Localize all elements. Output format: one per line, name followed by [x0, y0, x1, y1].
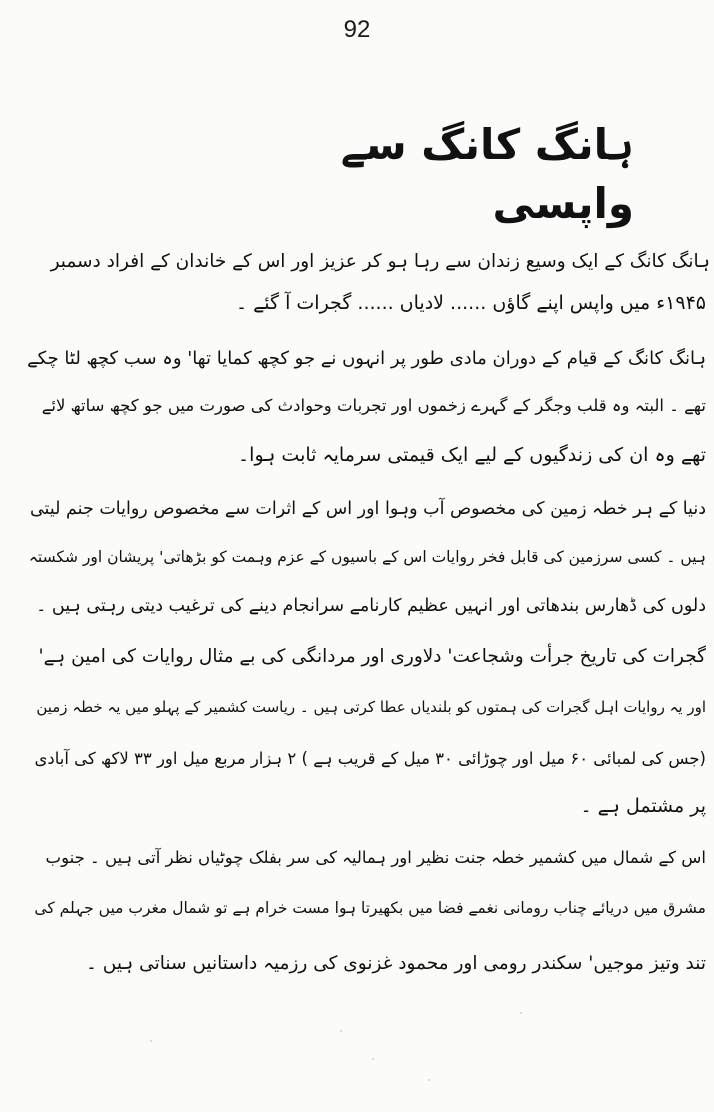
body-line-7: ہیں ۔ کسی سرزمین کی قابل فخر روایات اس کے باسیوں کے عزم وہمت کو بڑھاتی' پریشان اور شکستہ: [28, 548, 706, 566]
body-line-8: دلوں کی ڈھارس بندھاتی اور انہیں عظیم کارنامے سرانجام دینے کی ترغیب دیتی رہتی ہیں ۔: [36, 596, 706, 616]
body-line-4: تھے ۔ البتہ وہ قلب وجگر کے گہرے زخموں اور تجربات وحوادث کی صورت میں جو کچھ ساتھ لائے: [41, 396, 706, 415]
body-line-12: پر مشتمل ہے ۔: [580, 795, 706, 817]
scan-speck: [372, 1058, 374, 1060]
body-line-14: مشرق میں دریائے چناب رومانی نغمے فضا میں بکھیرتا ہوا مست خرام ہے تو شمال مغرب میں جہلم کی: [34, 899, 706, 917]
body-line-6: دنیا کے ہر خطہ زمین کی مخصوص آب وہوا اور اس کے اثرات سے مخصوص روایات جنم لیتی: [29, 499, 706, 519]
page-number: 92: [343, 16, 371, 43]
body-line-11: (جس کی لمبائی ۶۰ میل اور چوڑائی ۳۰ میل کے قریب ہے ) ۲ ہزار مربع میل اور ۳۳ لاکھ کی آبادی: [34, 749, 706, 768]
scan-speck: [520, 1012, 522, 1014]
body-line-3: ہانگ کانگ کے قیام کے دوران مادی طور پر انہوں نے جو کچھ کمایا تھا' وہ سب کچھ لٹا چکے: [27, 348, 706, 369]
body-line-9: گجرات کی تاریخ جرأت وشجاعت' دلاوری اور مردانگی کی بے مثال روایات کی امین ہے': [38, 646, 706, 667]
scan-speck: [340, 1030, 342, 1032]
body-line-1: ہانگ کانگ کے ایک وسیع زندان سے رہا ہو کر عزیز اور اس کے خاندان کے افراد دسمبر: [50, 251, 710, 272]
scan-speck: [428, 1079, 430, 1081]
body-line-2: ۱۹۴۵ء میں واپس اپنے گاؤں ...... لادیاں ...... گجرات آ گئے ۔: [235, 292, 706, 314]
body-line-13: اس کے شمال میں کشمیر خطہ جنت نظیر اور ہمالیہ کی سر بفلک چوٹیاں نظر آتی ہیں ۔ جنوب: [45, 848, 706, 867]
body-line-5: تھے وہ ان کی زندگیوں کے لیے ایک قیمتی سرمایہ ثابت ہوا۔: [238, 444, 706, 466]
chapter-title: ہانگ کانگ سے واپسی: [340, 120, 634, 228]
body-line-15: تند وتیز موجیں' سکندر رومی اور محمود غزنوی کی رزمیہ داستانیں سناتی ہیں ۔: [86, 953, 706, 974]
body-line-10: اور یہ روایات اہل گجرات کی ہمتوں کو بلندیاں عطا کرتی ہیں ۔ ریاست کشمیر کے پہلو میں یہ خطہ زمین: [36, 698, 706, 716]
scan-speck: [150, 1040, 152, 1042]
